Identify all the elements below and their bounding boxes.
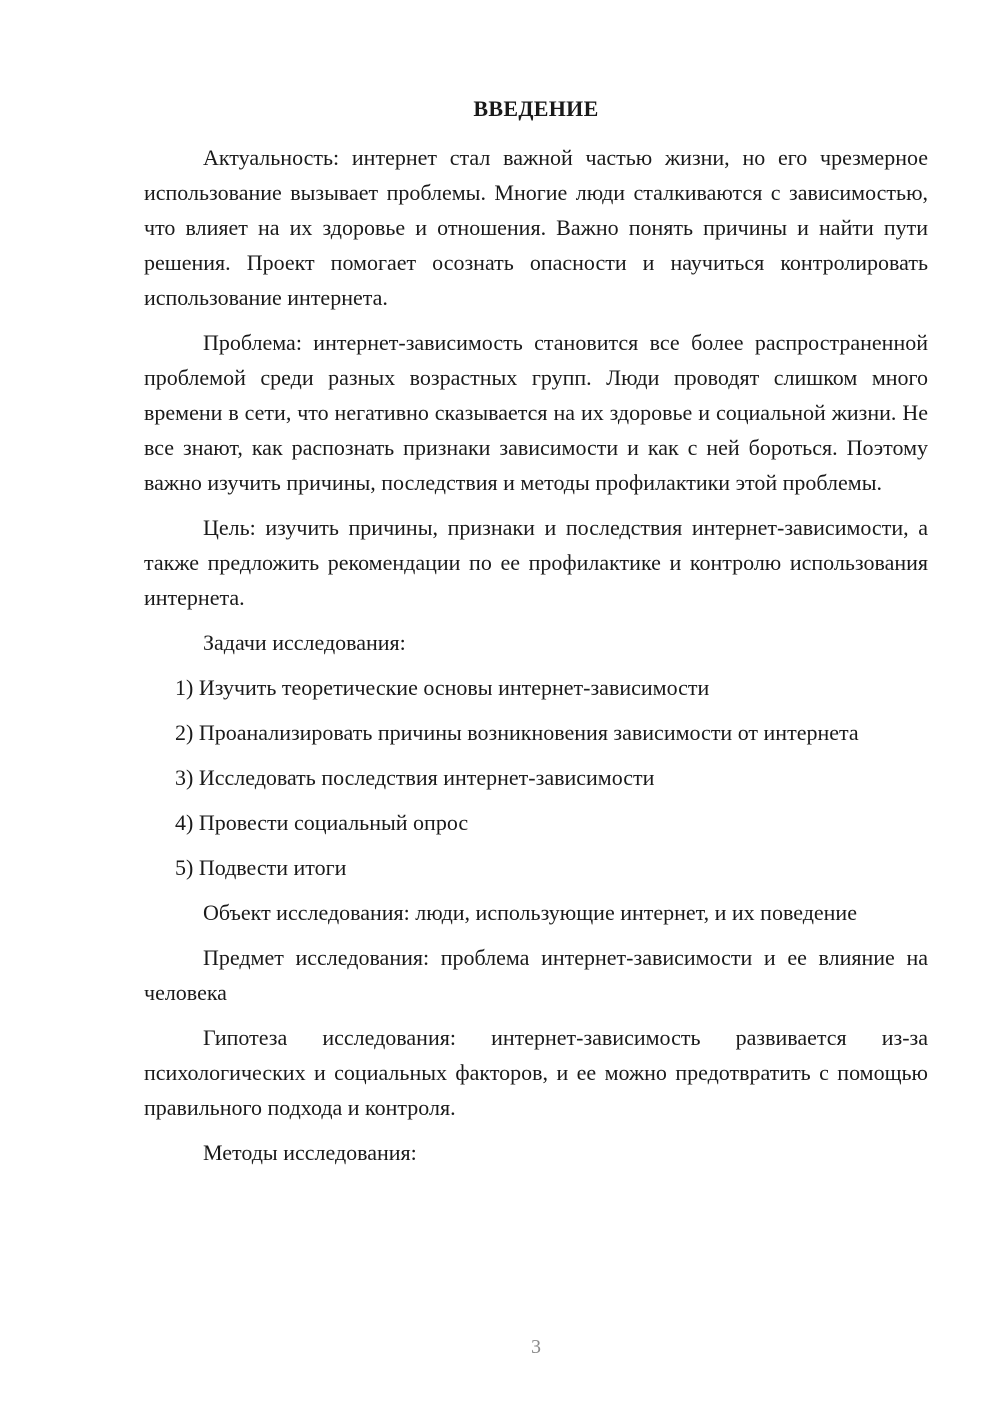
page-number: 3 [531, 1336, 541, 1358]
paragraph-relevance: Актуальность: интернет стал важной частью жизни, но его чрезмерное использование вызывает проблемы. Многие люди сталкиваются с зависимостью, что влияет на их здоровье и отношения. Важно понять причины и найти пути решения. Проект помогает осознать опасности и научиться контролировать использование интернета. [144, 145, 928, 310]
paragraph-tasks-heading: Задачи исследования: [203, 630, 406, 655]
paragraph-problem: Проблема: интернет-зависимость становится все более распространенной проблемой среди разных возрастных групп. Люди проводят слишком много времени в сети, что негативно сказывается на их здоровье и социальной жизни. Не все знают, как распознать признаки зависимости и как с ней бороться. Поэтому важно изучить причины, последствия и методы профилактики этой проблемы. [144, 330, 928, 495]
paragraph-hypothesis: Гипотеза исследования: интернет-зависимость развивается из-за психологических и социальных факторов, и ее можно предотвратить с помощью правильного подхода и контроля. [144, 1025, 928, 1120]
task-item-4: 4) Провести социальный опрос [175, 810, 469, 835]
section-title: ВВЕДЕНИЕ [473, 96, 599, 121]
document-page [144, 94, 928, 1180]
paragraph-subject: Предмет исследования: проблема интернет-зависимости и ее влияние на человека [144, 945, 928, 1005]
paragraph-object: Объект исследования: люди, использующие интернет, и их поведение [203, 900, 857, 925]
paragraph-methods: Методы исследования: [203, 1140, 417, 1165]
task-item-5: 5) Подвести итоги [175, 855, 347, 880]
task-item-2: 2) Проанализировать причины возникновения зависимости от интернета [175, 720, 859, 745]
task-item-3: 3) Исследовать последствия интернет-зависимости [175, 765, 655, 790]
task-item-1: 1) Изучить теоретические основы интернет-зависимости [175, 675, 710, 700]
paragraph-goal: Цель: изучить причины, признаки и последствия интернет-зависимости, а также предложить рекомендации по ее профилактике и контролю использования интернета. [144, 515, 928, 610]
